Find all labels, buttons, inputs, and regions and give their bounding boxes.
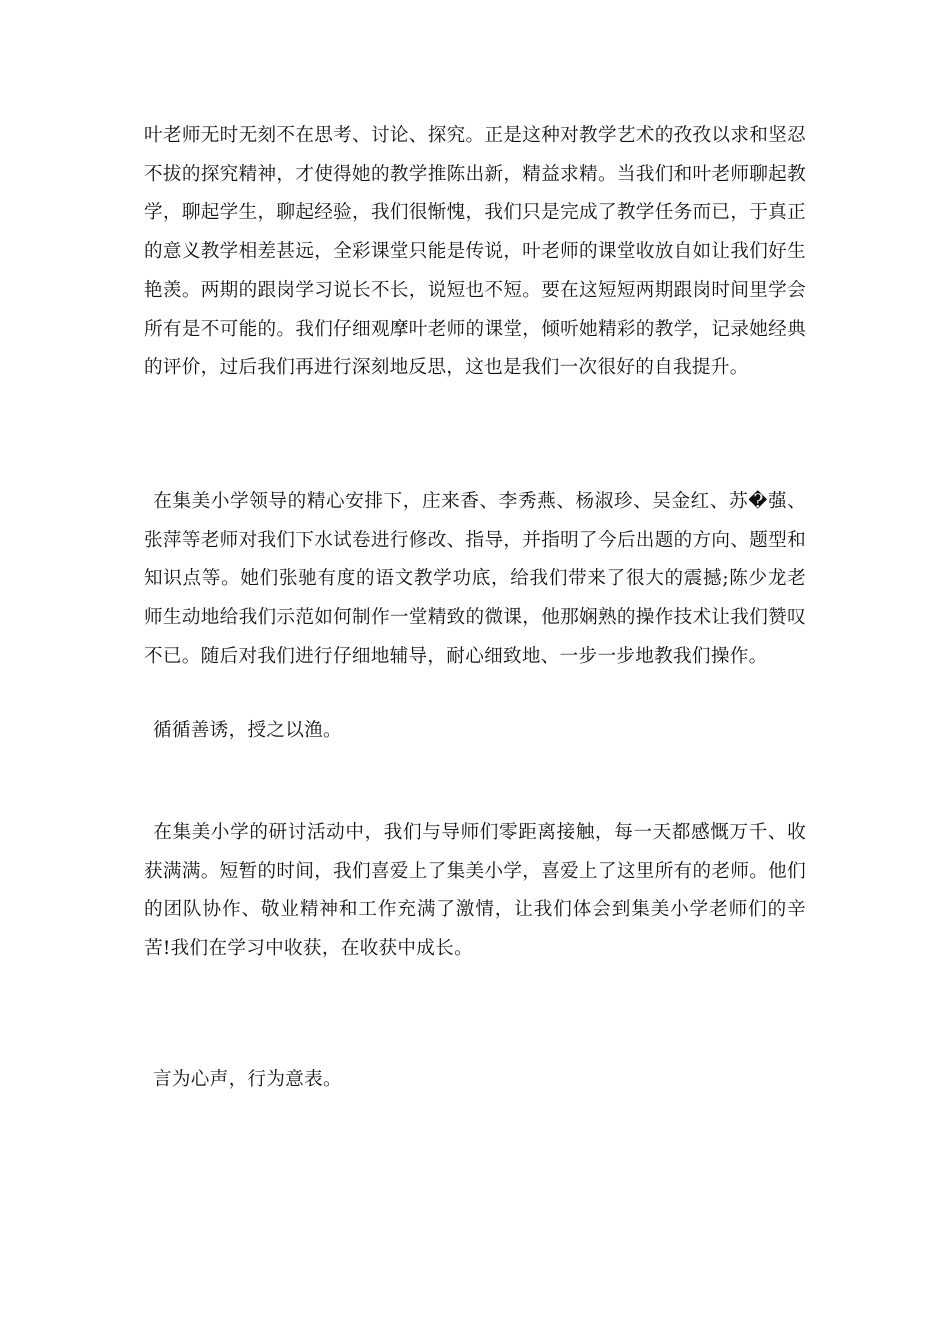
heading-teach-to-fish-text: 循循善诱，授之以渔。 (153, 720, 342, 741)
heading-words-reflect-heart-text: 言为心声，行为意表。 (153, 1069, 342, 1090)
paragraph-research-activities-text: 在集美小学的研讨活动中，我们与导师们零距离接触，每一天都感慨万千、收获满满。短暂的时间，我们喜爱上了集美小学，喜爱上了这里所有的老师。他们的团队协作、敬业精神和工作充满了激情，让我们体会到集美小学老师们的辛苦!我们在学习中收获，在收获中成长。 (144, 822, 806, 960)
paragraph-teacher-ye: 叶老师无时无刻不在思考、讨论、探究。正是这种对教学艺术的孜孜以求和坚忍不拔的探究精神，才使得她的教学推陈出新，精益求精。当我们和叶老师聊起教学，聊起学生，聊起经验，我们很惭愧，我们只是完成了教学任务而已，于真正的意义教学相差甚远，全彩课堂只能是传说，叶老师的课堂收放自如让我们好生艳羡。两期的跟岗学习说长不长，说短也不短。要在这短短两期跟岗时间里学会所有是不可能的。我们仔细观摩叶老师的课堂，倾听她精彩的教学，记录她经典的评价，过后我们再进行深刻地反思，这也是我们一次很好的自我提升。 (144, 125, 806, 379)
heading-words-reflect-heart (144, 1061, 806, 1100)
paragraph-jimei-guidance (144, 483, 806, 677)
paragraph-research-activities (144, 814, 806, 969)
heading-teach-to-fish (144, 712, 806, 751)
paragraph-jimei-guidance-text: 在集美小学领导的精心安排下，庄来香、李秀燕、杨淑珍、吴金红、苏�蔃、张萍等老师对我们下水试卷进行修改、指导，并指明了今后出题的方向、题型和知识点等。她们张驰有度的语文教学功底，给我们带来了很大的震撼;陈少龙老师生动地给我们示范如何制作一堂精致的微课，他那娴熟的操作技术让我们赞叹不已。随后对我们进行仔细地辅导，耐心细致地、一步一步地教我们操作。 (144, 491, 806, 667)
